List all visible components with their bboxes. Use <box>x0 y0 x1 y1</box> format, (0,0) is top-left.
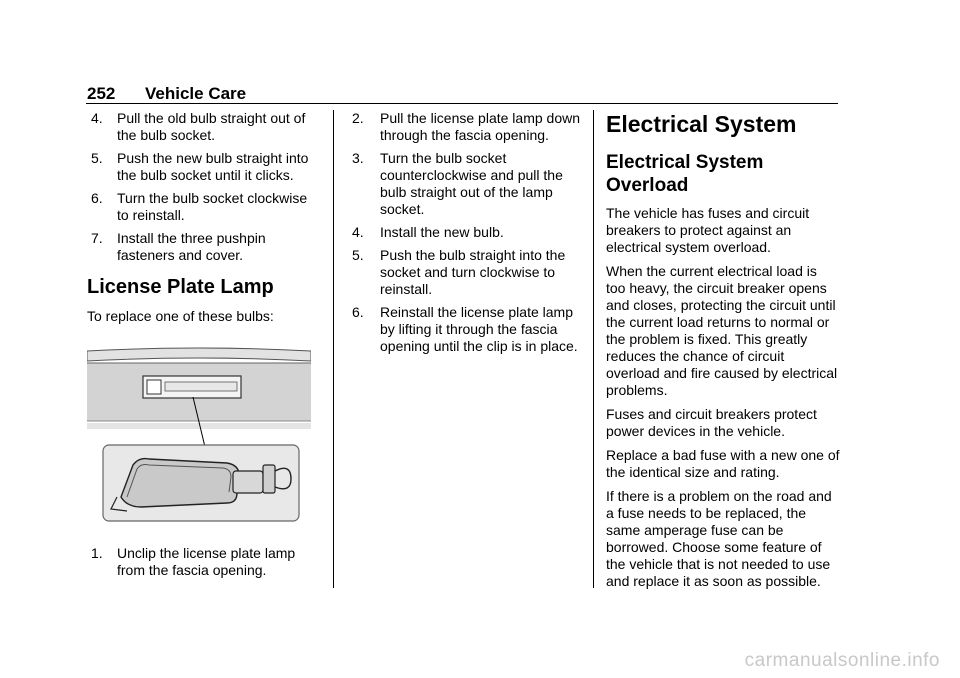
step-number: 1. <box>91 545 103 561</box>
paragraph: Replace a bad fuse with a new one of the identical size and rating. <box>606 447 840 480</box>
list-item <box>87 110 319 144</box>
step-text: Unclip the license plate lamp from the fascia opening. <box>117 545 296 578</box>
paragraph: The vehicle has fuses and circuit breakers to protect against an electrical system overload. <box>606 205 810 255</box>
section-heading: Electrical System <box>606 111 797 137</box>
page-header <box>87 84 246 104</box>
paragraph: Fuses and circuit breakers protect power devices in the vehicle. <box>606 406 817 439</box>
step-text: Turn the bulb socket counterclockwise and pull the bulb straight out of the lamp socket. <box>380 150 563 217</box>
step-number: 2. <box>352 110 364 126</box>
list-item <box>87 230 319 264</box>
step-text: Push the bulb straight into the socket and turn clockwise to reinstall. <box>380 247 566 297</box>
paragraph: If there is a problem on the road and a fuse needs to be replaced, the same amperage fuse can be borrowed. Choose some feature of the vehicle that is not needed to use and replace it as soon as possible. <box>606 488 832 589</box>
step-text: Install the three pushpin fasteners and cover. <box>117 230 266 263</box>
step-number: 5. <box>91 150 103 166</box>
step-number: 6. <box>352 304 364 320</box>
column-3 <box>606 110 840 597</box>
column-divider <box>593 110 594 588</box>
step-text: Install the new bulb. <box>380 224 504 240</box>
list-item <box>350 304 582 355</box>
lamp-diagram-svg <box>87 347 311 523</box>
column-2 <box>350 110 582 361</box>
license-plate-lamp-heading: License Plate Lamp <box>87 276 274 298</box>
steps-list <box>350 110 582 355</box>
steps-list-bottom <box>87 545 319 579</box>
intro-text: To replace one of these bulbs: <box>87 308 274 324</box>
section-title: Vehicle Care <box>145 84 247 103</box>
list-item <box>350 110 582 144</box>
step-number: 4. <box>352 224 364 240</box>
list-item <box>350 224 582 241</box>
step-number: 3. <box>352 150 364 166</box>
step-text: Reinstall the license plate lamp by lifting it through the fascia opening until the clip is in place. <box>380 304 578 354</box>
watermark: carmanualsonline.info <box>744 650 940 671</box>
list-item <box>350 247 582 298</box>
paragraph: When the current electrical load is too heavy, the circuit breaker opens and closes, protecting the circuit until the current load returns to normal or the problem is fixed. This greatly reduces the chance of circuit overload and fire caused by electrical problems. <box>606 263 838 398</box>
page-number: 252 <box>87 84 116 103</box>
list-item <box>87 545 319 579</box>
step-number: 7. <box>91 230 103 246</box>
step-text: Push the new bulb straight into the bulb socket until it clicks. <box>117 150 309 183</box>
list-item <box>350 150 582 218</box>
column-1 <box>87 110 319 585</box>
header-rule <box>86 103 838 104</box>
subsection-heading: Electrical System Overload <box>606 152 764 196</box>
step-text: Turn the bulb socket clockwise to reinstall. <box>117 190 308 223</box>
list-item <box>87 150 319 184</box>
list-item <box>87 190 319 224</box>
step-number: 5. <box>352 247 364 263</box>
steps-list-top <box>87 110 319 264</box>
step-text: Pull the old bulb straight out of the bulb socket. <box>117 110 306 143</box>
step-text: Pull the license plate lamp down through the fascia opening. <box>380 110 581 143</box>
step-number: 6. <box>91 190 103 206</box>
step-number: 4. <box>91 110 103 126</box>
column-divider <box>333 110 334 588</box>
license-plate-lamp-illustration <box>87 347 319 527</box>
